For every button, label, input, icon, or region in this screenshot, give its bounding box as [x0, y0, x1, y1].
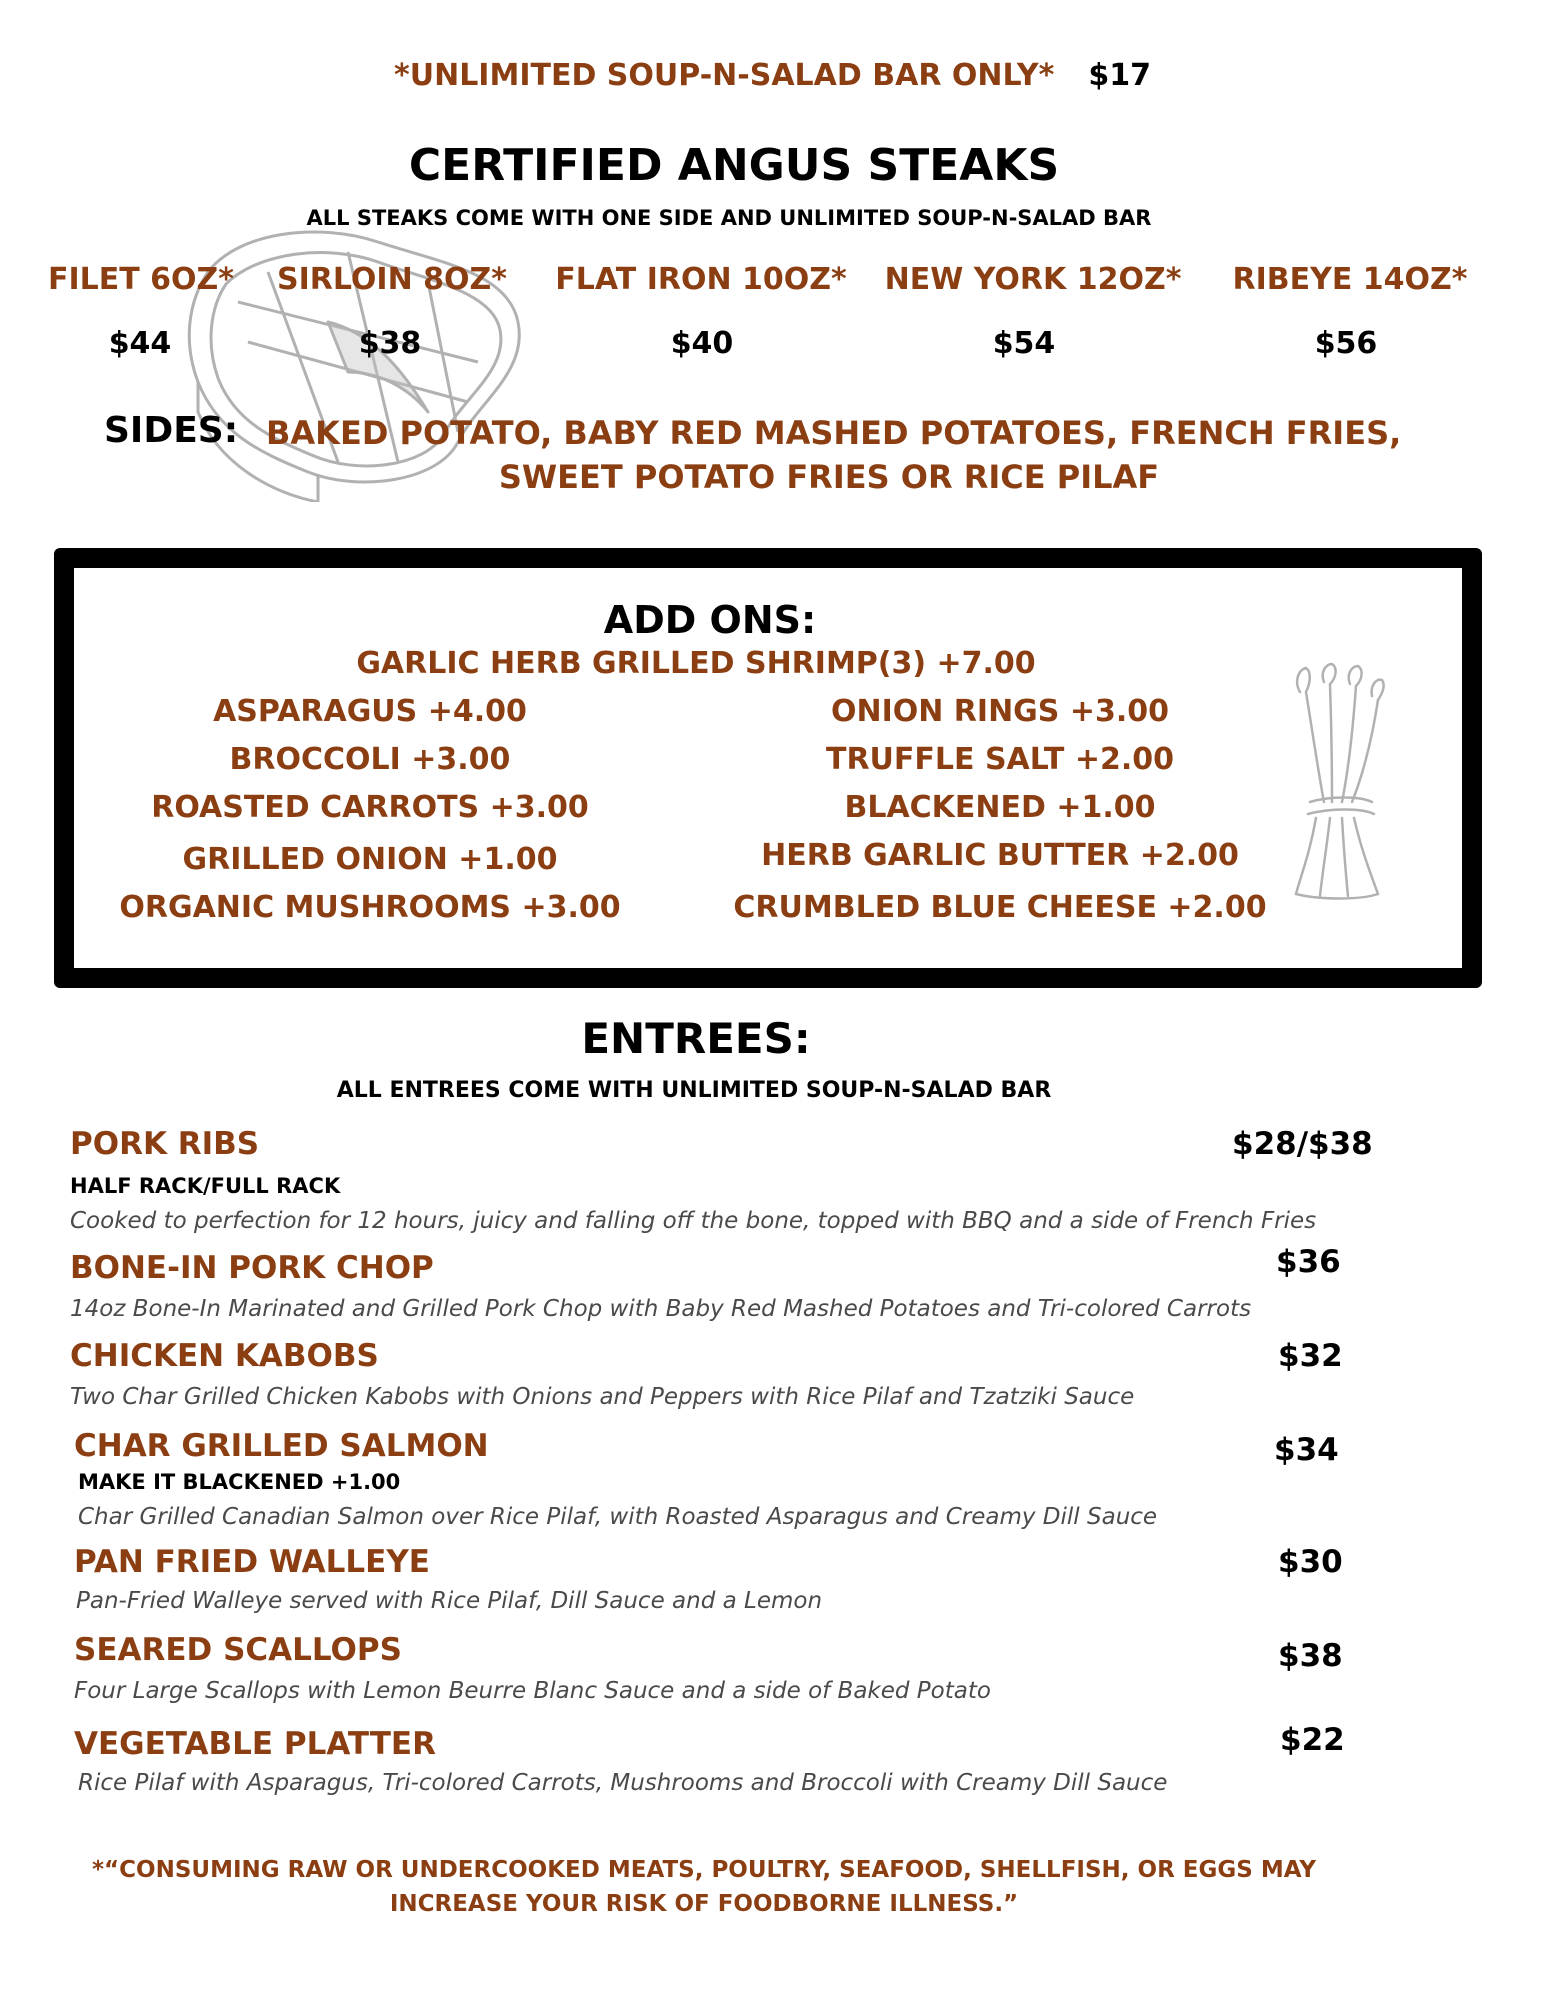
steak-price: $40 — [670, 326, 734, 361]
add-on-featured: GARLIC HERB GRILLED SHRIMP(3) +7.00 — [356, 646, 1036, 681]
entree-note: HALF RACK/FULL RACK — [70, 1174, 341, 1198]
entree-description: Pan-Fried Walleye served with Rice Pilaf, Dill Sauce and a Lemon — [76, 1588, 823, 1614]
add-on-item: HERB GARLIC BUTTER +2.00 — [761, 838, 1239, 873]
steak-price: $54 — [992, 326, 1056, 361]
steak-name: FILET 6OZ* — [48, 262, 234, 297]
add-on-item: ORGANIC MUSHROOMS +3.00 — [119, 890, 621, 925]
entree-note: MAKE IT BLACKENED +1.00 — [78, 1470, 401, 1494]
add-on-item: BLACKENED +1.00 — [844, 790, 1156, 825]
foodborne-illness-warning — [0, 1853, 1408, 1921]
entree-price: $22 — [1280, 1722, 1345, 1758]
add-on-item: BROCCOLI +3.00 — [229, 742, 511, 777]
entree-price: $28/$38 — [1232, 1126, 1373, 1162]
entree-price: $34 — [1274, 1432, 1339, 1468]
entrees-subtitle: ALL ENTREES COME WITH UNLIMITED SOUP-N-SALAD BAR — [336, 1078, 1052, 1103]
entree-description: Cooked to perfection for 12 hours, juicy and falling off the bone, topped with BBQ and a side of French Fries — [70, 1208, 1317, 1234]
entree-name: BONE-IN PORK CHOP — [70, 1250, 434, 1286]
steak-price: $44 — [108, 326, 172, 361]
add-ons-title: ADD ONS: — [603, 598, 817, 642]
add-on-item: ONION RINGS +3.00 — [830, 694, 1170, 729]
steak-name: RIBEYE 14OZ* — [1232, 262, 1468, 297]
entree-price: $38 — [1278, 1638, 1343, 1674]
add-on-item: ROASTED CARROTS +3.00 — [151, 790, 589, 825]
soup-bar-line — [0, 58, 1545, 93]
entree-description: 14oz Bone-In Marinated and Grilled Pork Chop with Baby Red Mashed Potatoes and Tri-colored Carrots — [70, 1296, 1252, 1322]
soup-bar-price: $17 — [1088, 58, 1151, 93]
steaks-subtitle: ALL STEAKS COME WITH ONE SIDE AND UNLIMITED SOUP-N-SALAD BAR — [306, 206, 1152, 230]
entree-name: PORK RIBS — [70, 1126, 260, 1162]
add-on-item: GRILLED ONION +1.00 — [182, 842, 558, 877]
warning-line-2: INCREASE YOUR RISK OF FOODBORNE ILLNESS.” — [389, 1891, 1019, 1917]
entree-name: PAN FRIED WALLEYE — [74, 1544, 430, 1580]
steak-name: SIRLOIN 8OZ* — [277, 262, 507, 297]
entree-name: CHAR GRILLED SALMON — [74, 1428, 489, 1464]
entree-price: $36 — [1276, 1244, 1341, 1280]
sides-line-1: BAKED POTATO, BABY RED MASHED POTATOES, FRENCH FRIES, — [266, 414, 1402, 452]
entree-description: Rice Pilaf with Asparagus, Tri-colored Carrots, Mushrooms and Broccoli with Creamy Dill Sauce — [78, 1770, 1168, 1796]
entree-price: $32 — [1278, 1338, 1343, 1374]
entree-price: $30 — [1278, 1544, 1343, 1580]
entree-name: CHICKEN KABOBS — [70, 1338, 379, 1374]
steak-name: FLAT IRON 10OZ* — [555, 262, 847, 297]
entree-name: SEARED SCALLOPS — [74, 1632, 402, 1668]
entree-description: Four Large Scallops with Lemon Beurre Blanc Sauce and a side of Baked Potato — [74, 1678, 991, 1704]
steak-name: NEW YORK 12OZ* — [884, 262, 1182, 297]
steaks-title: CERTIFIED ANGUS STEAKS — [408, 140, 1060, 191]
steak-price: $56 — [1314, 326, 1378, 361]
add-on-item: CRUMBLED BLUE CHEESE +2.00 — [733, 890, 1267, 925]
steak-price: $38 — [358, 326, 422, 361]
entree-name: VEGETABLE PLATTER — [74, 1726, 436, 1762]
soup-bar-label: *UNLIMITED SOUP-N-SALAD BAR ONLY* — [394, 58, 1055, 93]
entree-description: Two Char Grilled Chicken Kabobs with Onions and Peppers with Rice Pilaf and Tzatziki Sauce — [70, 1384, 1135, 1410]
sides-line-2: SWEET POTATO FRIES OR RICE PILAF — [498, 458, 1160, 496]
sides-label: SIDES: — [104, 410, 239, 451]
add-on-item: TRUFFLE SALT +2.00 — [825, 742, 1174, 777]
add-on-item: ASPARAGUS +4.00 — [213, 694, 527, 729]
warning-line-1: *“CONSUMING RAW OR UNDERCOOKED MEATS, POULTRY, SEAFOOD, SHELLFISH, OR EGGS MAY — [92, 1857, 1316, 1883]
entree-description: Char Grilled Canadian Salmon over Rice Pilaf, with Roasted Asparagus and Creamy Dill Sauce — [78, 1504, 1158, 1530]
asparagus-illustration — [1280, 662, 1400, 902]
entrees-title: ENTREES: — [581, 1014, 811, 1063]
